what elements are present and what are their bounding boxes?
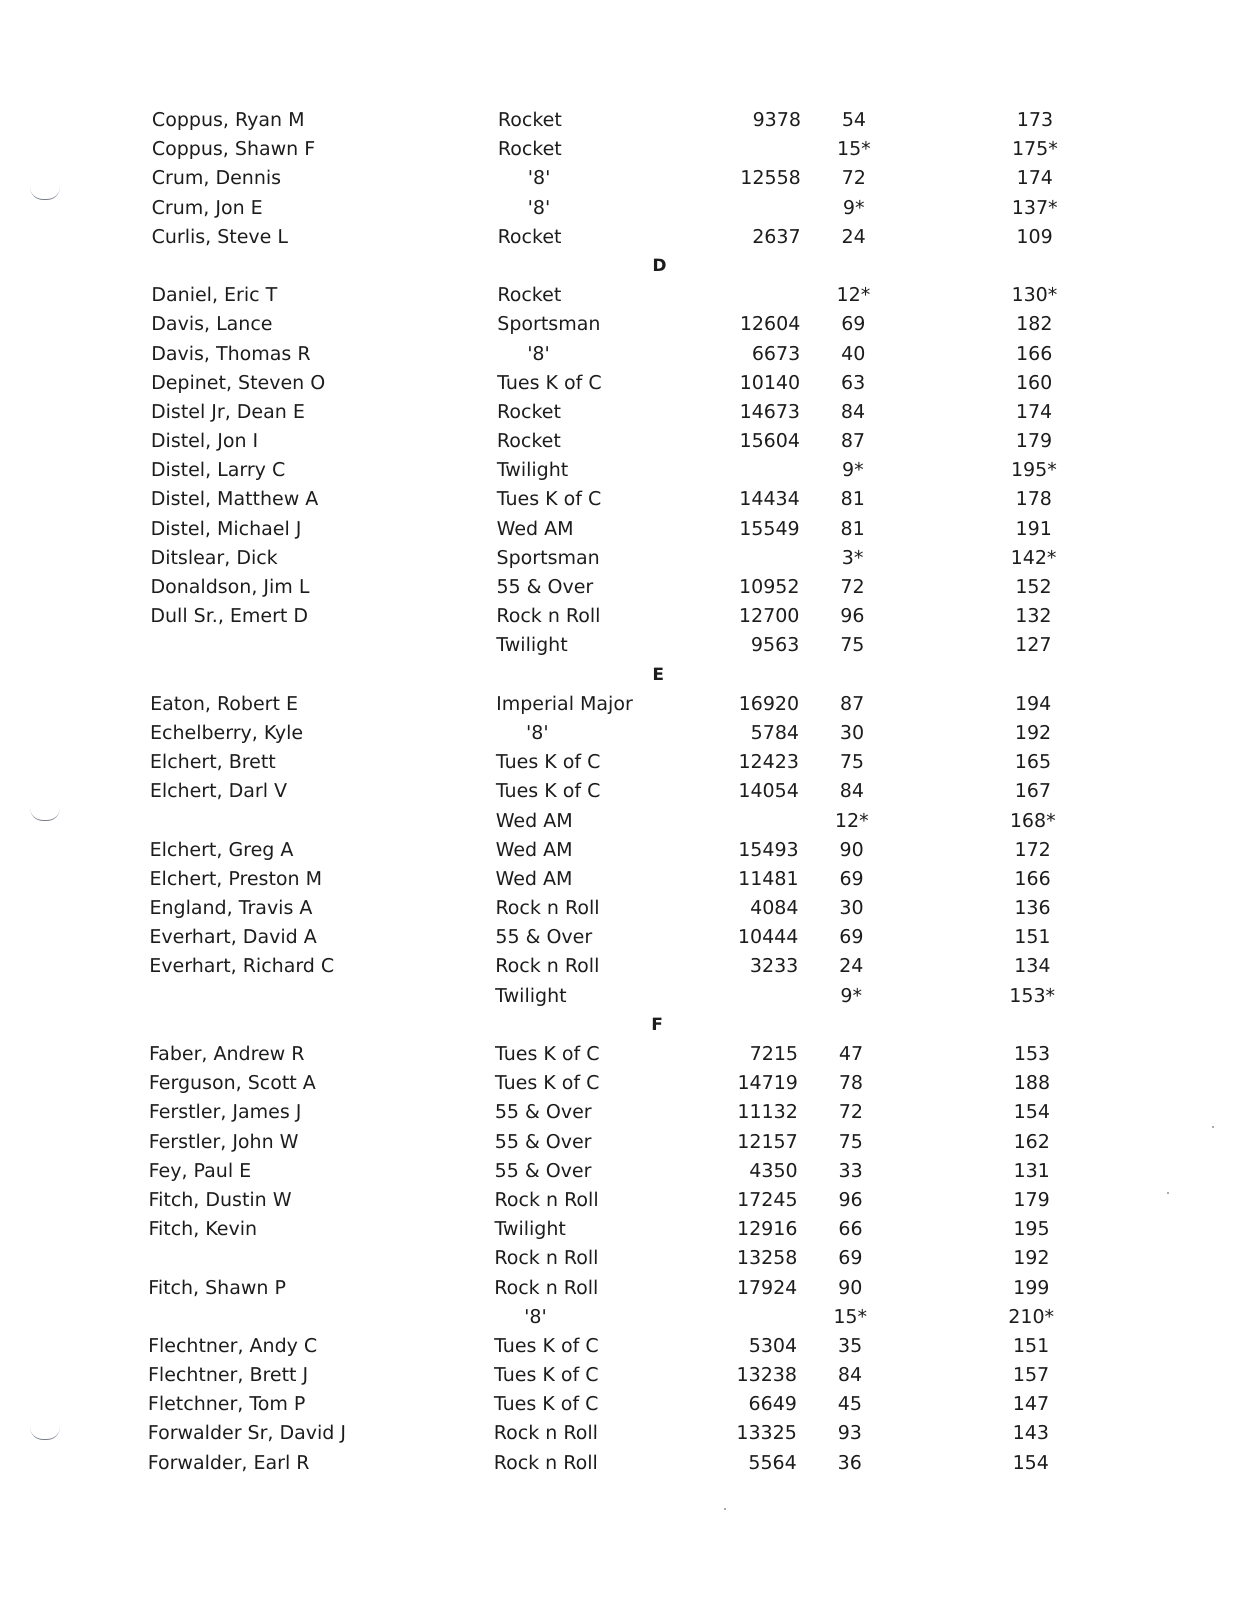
total-pins: 4084 <box>750 897 799 920</box>
table-row <box>0 719 1243 748</box>
bowler-name: Coppus, Shawn F <box>151 138 316 161</box>
average-score: 195* <box>1010 459 1057 482</box>
bowler-name: Donaldson, Jim L <box>150 576 310 598</box>
average-score: 192 <box>1014 721 1052 744</box>
games-count: 90 <box>839 838 864 861</box>
total-pins: 14719 <box>737 1072 798 1095</box>
bowler-name: Distel, Jon I <box>150 430 259 453</box>
bowler-name: Everhart, David A <box>149 926 317 949</box>
league-name: Rock n Roll <box>494 1188 599 1211</box>
average-score: 182 <box>1016 313 1053 336</box>
table-row <box>0 631 1243 660</box>
total-pins: 17924 <box>736 1276 798 1299</box>
league-name: Rocket <box>497 225 562 248</box>
league-name: Wed AM <box>496 517 574 540</box>
league-name: '8' <box>527 196 551 219</box>
average-score: 174 <box>1016 167 1053 190</box>
section-letter: E <box>652 664 665 685</box>
table-row <box>0 369 1244 398</box>
total-pins: 4350 <box>749 1159 798 1182</box>
table-row <box>0 1040 1242 1069</box>
table-row <box>0 807 1243 836</box>
average-score: 127 <box>1015 634 1052 657</box>
average-score: 210* <box>1008 1305 1055 1328</box>
total-pins: 15604 <box>739 430 800 453</box>
league-name: Twilight <box>495 984 567 1007</box>
games-count: 69 <box>841 313 866 336</box>
league-name: Rock n Roll <box>494 1276 599 1299</box>
table-row <box>0 1215 1242 1244</box>
bowler-name: Davis, Thomas R <box>151 342 311 365</box>
table-row <box>0 427 1244 456</box>
total-pins: 13258 <box>736 1247 798 1270</box>
league-name: 55 & Over <box>494 1130 592 1153</box>
table-row <box>0 1069 1242 1098</box>
league-name: Rock n Roll <box>493 1451 598 1474</box>
league-name: Rock n Roll <box>494 1247 599 1270</box>
bowler-name: Crum, Jon E <box>151 196 263 219</box>
average-score: 143 <box>1012 1422 1049 1445</box>
league-name: Tues K of C <box>494 1334 599 1357</box>
total-pins: 13325 <box>736 1422 797 1445</box>
average-score: 174 <box>1015 400 1053 423</box>
average-score: 199 <box>1013 1276 1050 1299</box>
bowler-name: Distel Jr, Dean E <box>151 400 305 423</box>
bowler-name: Echelberry, Kyle <box>149 721 304 744</box>
table-row <box>0 1128 1242 1157</box>
average-score: 166 <box>1014 867 1051 890</box>
league-name: 55 & Over <box>494 1159 592 1182</box>
total-pins: 17245 <box>737 1188 798 1211</box>
games-count: 66 <box>838 1218 863 1241</box>
games-count: 81 <box>840 488 865 511</box>
average-score: 173 <box>1016 109 1054 131</box>
total-pins: 13238 <box>736 1364 798 1387</box>
games-count: 33 <box>838 1159 863 1182</box>
average-score: 195 <box>1013 1218 1050 1241</box>
table-row <box>0 194 1245 223</box>
table-row <box>0 456 1244 485</box>
bowler-name: Fitch, Kevin <box>148 1218 258 1241</box>
games-count: 96 <box>838 1188 863 1211</box>
total-pins: 5564 <box>748 1451 797 1474</box>
games-count: 72 <box>841 167 866 190</box>
games-count: 84 <box>839 780 864 803</box>
average-score: 132 <box>1015 605 1052 628</box>
average-score: 166 <box>1016 342 1053 365</box>
games-count: 72 <box>840 576 865 598</box>
league-name: Wed AM <box>495 867 573 890</box>
table-row <box>0 164 1245 193</box>
table-row <box>0 602 1243 631</box>
roster-table <box>0 106 1245 1478</box>
games-count: 47 <box>838 1043 864 1065</box>
bowler-name: Fey, Paul E <box>148 1159 252 1182</box>
table-row <box>0 1186 1242 1215</box>
games-count: 9* <box>842 196 865 219</box>
table-row <box>0 1390 1241 1419</box>
league-name: Rocket <box>496 430 561 453</box>
table-row <box>0 923 1242 952</box>
league-name: Rocket <box>497 400 561 423</box>
table-row <box>0 281 1244 310</box>
table-row <box>0 106 1245 135</box>
league-name: Tues K of C <box>495 751 601 774</box>
league-name: Tues K of C <box>494 1072 600 1095</box>
table-row <box>0 1098 1242 1127</box>
bowler-name: Dull Sr., Emert D <box>150 605 309 628</box>
league-name: Tues K of C <box>494 1043 600 1065</box>
league-name: Twilight <box>496 459 569 482</box>
games-count: 72 <box>838 1101 863 1124</box>
games-count: 69 <box>838 1247 863 1270</box>
table-row <box>0 223 1245 252</box>
average-score: 168* <box>1009 809 1056 832</box>
average-score: 142* <box>1010 546 1057 569</box>
average-score: 172 <box>1014 838 1051 861</box>
league-name: Tues K of C <box>493 1393 599 1416</box>
games-count: 54 <box>841 109 867 131</box>
table-row <box>0 398 1244 427</box>
games-count: 78 <box>838 1072 864 1095</box>
total-pins: 14673 <box>739 400 801 423</box>
average-score: 154 <box>1012 1451 1049 1474</box>
average-score: 153* <box>1009 984 1056 1007</box>
total-pins: 12604 <box>739 313 801 336</box>
table-row <box>0 894 1243 923</box>
league-name: '8' <box>527 342 550 365</box>
total-pins: 10444 <box>737 926 799 949</box>
games-count: 84 <box>840 400 866 423</box>
league-name: Twilight <box>494 1218 566 1241</box>
total-pins: 12558 <box>740 167 801 190</box>
games-count: 35 <box>837 1334 863 1357</box>
bowler-name: Daniel, Eric T <box>151 284 278 307</box>
bowler-name: Depinet, Steven O <box>151 371 326 394</box>
league-name: '8' <box>527 167 551 190</box>
games-count: 40 <box>841 342 866 365</box>
table-row <box>0 573 1244 602</box>
games-count: 12* <box>834 809 869 832</box>
bowler-name: Fitch, Dustin W <box>148 1188 292 1211</box>
table-row <box>0 836 1243 865</box>
total-pins: 14434 <box>739 488 800 511</box>
bowler-name: Coppus, Ryan M <box>151 109 305 131</box>
games-count: 30 <box>839 897 864 920</box>
bowler-name: Everhart, Richard C <box>149 955 335 978</box>
games-count: 12* <box>836 284 871 307</box>
league-name: Rocket <box>497 138 562 161</box>
section-header <box>0 661 1243 690</box>
table-row <box>0 1449 1241 1478</box>
average-score: 153 <box>1013 1043 1051 1065</box>
total-pins: 6649 <box>748 1393 797 1416</box>
bowler-name: England, Travis A <box>149 897 313 920</box>
total-pins: 12700 <box>738 605 800 628</box>
bowler-name: Distel, Larry C <box>150 459 286 482</box>
league-name: Rock n Roll <box>496 605 601 628</box>
table-row <box>0 690 1243 719</box>
bowler-name: Elchert, Preston M <box>149 867 323 890</box>
league-name: Wed AM <box>495 809 573 832</box>
bowler-name: Ferstler, John W <box>148 1130 299 1153</box>
games-count: 45 <box>837 1393 863 1416</box>
average-score: 147 <box>1012 1393 1050 1416</box>
table-row <box>0 952 1242 981</box>
total-pins: 14054 <box>738 780 799 803</box>
total-pins: 15549 <box>739 517 800 540</box>
table-row <box>0 748 1243 777</box>
average-score: 136 <box>1014 897 1051 920</box>
league-name: Tues K of C <box>493 1364 599 1387</box>
total-pins: 9563 <box>750 634 800 657</box>
league-name: Rocket <box>497 109 562 131</box>
games-count: 30 <box>839 721 865 744</box>
table-row <box>0 1157 1242 1186</box>
table-row <box>0 515 1244 544</box>
average-score: 191 <box>1015 517 1052 540</box>
total-pins: 5304 <box>748 1334 798 1357</box>
average-score: 192 <box>1013 1247 1050 1270</box>
games-count: 24 <box>841 225 866 248</box>
bowler-name: Ferguson, Scott A <box>148 1072 316 1095</box>
table-row <box>0 310 1244 339</box>
section-header <box>0 252 1245 281</box>
bowler-name: Ferstler, James J <box>148 1101 302 1124</box>
games-count: 69 <box>839 926 864 949</box>
average-score: 179 <box>1013 1188 1050 1211</box>
average-score: 165 <box>1014 751 1052 774</box>
total-pins: 2637 <box>752 225 801 248</box>
games-count: 96 <box>840 605 865 628</box>
league-name: Tues K of C <box>496 488 602 511</box>
games-count: 93 <box>837 1422 862 1445</box>
games-count: 3* <box>841 546 864 569</box>
league-name: Twilight <box>496 634 568 657</box>
games-count: 75 <box>839 751 865 774</box>
bowler-name: Distel, Michael J <box>150 517 302 540</box>
league-name: Wed AM <box>495 838 573 861</box>
average-score: 130* <box>1011 284 1058 307</box>
table-row <box>0 135 1245 164</box>
average-score: 188 <box>1013 1072 1051 1095</box>
average-score: 109 <box>1016 225 1053 248</box>
table-row <box>0 544 1244 573</box>
total-pins: 10952 <box>739 576 800 598</box>
bowler-name: Crum, Dennis <box>151 167 282 190</box>
scan-speck <box>724 1508 726 1510</box>
games-count: 75 <box>840 634 865 657</box>
bowler-name: Elchert, Darl V <box>149 780 288 803</box>
total-pins: 5784 <box>750 721 800 744</box>
average-score: 157 <box>1012 1364 1050 1387</box>
league-name: 55 & Over <box>495 926 593 949</box>
section-header <box>0 1011 1242 1040</box>
games-count: 84 <box>837 1364 863 1387</box>
table-row <box>0 1419 1241 1448</box>
total-pins: 10140 <box>739 371 801 394</box>
table-row <box>0 777 1243 806</box>
games-count: 9* <box>840 984 863 1007</box>
bowler-name: Elchert, Brett <box>149 751 276 774</box>
league-name: Imperial Major <box>496 692 633 715</box>
average-score: 178 <box>1015 488 1052 511</box>
average-score: 194 <box>1014 692 1052 715</box>
bowler-name: Flechtner, Andy C <box>148 1334 318 1357</box>
total-pins: 12157 <box>737 1130 798 1153</box>
total-pins: 15493 <box>738 838 799 861</box>
total-pins: 7215 <box>749 1043 799 1065</box>
league-name: Sportsman <box>497 313 601 336</box>
league-name: Sportsman <box>496 546 600 569</box>
average-score: 152 <box>1015 576 1052 598</box>
table-row <box>0 1332 1241 1361</box>
average-score: 137* <box>1011 196 1058 219</box>
total-pins: 11132 <box>737 1101 798 1124</box>
average-score: 179 <box>1015 430 1053 453</box>
league-name: Tues K of C <box>497 371 602 394</box>
bowler-name: Fitch, Shawn P <box>148 1276 286 1299</box>
games-count: 90 <box>838 1276 863 1299</box>
league-name: Rock n Roll <box>495 955 600 978</box>
section-letter: F <box>651 1014 663 1035</box>
games-count: 36 <box>837 1451 862 1474</box>
league-name: 55 & Over <box>496 576 594 598</box>
games-count: 63 <box>841 371 866 394</box>
bowler-name: Distel, Matthew A <box>150 488 319 511</box>
average-score: 154 <box>1013 1101 1050 1124</box>
games-count: 87 <box>839 692 865 715</box>
table-row <box>0 1361 1241 1390</box>
bowler-name: Forwalder Sr, David J <box>147 1422 347 1445</box>
bowler-name: Elchert, Greg A <box>149 838 294 861</box>
average-score: 160 <box>1015 371 1053 394</box>
table-row <box>0 1274 1241 1303</box>
total-pins: 16920 <box>738 692 800 715</box>
bowler-name: Forwalder, Earl R <box>147 1451 310 1474</box>
bowler-name: Flechtner, Brett J <box>147 1364 309 1387</box>
league-name: '8' <box>525 721 549 744</box>
section-letter: D <box>652 255 667 276</box>
games-count: 87 <box>840 430 866 453</box>
league-name: Rock n Roll <box>495 897 600 920</box>
average-score: 151 <box>1012 1334 1050 1357</box>
league-name: Rock n Roll <box>493 1422 598 1445</box>
average-score: 134 <box>1014 955 1051 978</box>
total-pins: 12916 <box>736 1218 798 1241</box>
bowler-name: Davis, Lance <box>151 313 273 336</box>
table-row <box>0 1303 1241 1332</box>
average-score: 131 <box>1013 1159 1050 1182</box>
total-pins: 9378 <box>752 109 801 131</box>
league-name: '8' <box>524 1305 547 1328</box>
total-pins: 11481 <box>738 867 799 890</box>
table-row <box>0 982 1242 1011</box>
games-count: 24 <box>839 955 864 978</box>
total-pins: 6673 <box>751 342 801 365</box>
total-pins: 12423 <box>738 751 799 774</box>
bowler-name: Faber, Andrew R <box>148 1043 305 1065</box>
table-row <box>0 340 1244 369</box>
bowler-name: Ditslear, Dick <box>150 546 278 569</box>
games-count: 69 <box>839 867 864 890</box>
games-count: 9* <box>842 459 864 482</box>
games-count: 15* <box>836 138 871 161</box>
league-name: 55 & Over <box>494 1101 592 1124</box>
bowler-name: Fletchner, Tom P <box>147 1393 306 1416</box>
total-pins: 3233 <box>749 955 799 978</box>
average-score: 167 <box>1014 780 1052 803</box>
average-score: 162 <box>1013 1130 1050 1153</box>
table-row <box>0 485 1244 514</box>
games-count: 15* <box>833 1305 868 1328</box>
games-count: 81 <box>840 517 865 540</box>
games-count: 75 <box>838 1130 863 1153</box>
average-score: 151 <box>1014 926 1051 949</box>
table-row <box>0 1244 1241 1273</box>
bowler-name: Curlis, Steve L <box>151 225 289 248</box>
average-score: 175* <box>1011 138 1058 161</box>
table-row <box>0 865 1243 894</box>
league-name: Rocket <box>497 284 562 307</box>
bowler-name: Eaton, Robert E <box>150 692 299 715</box>
league-name: Tues K of C <box>495 780 601 803</box>
